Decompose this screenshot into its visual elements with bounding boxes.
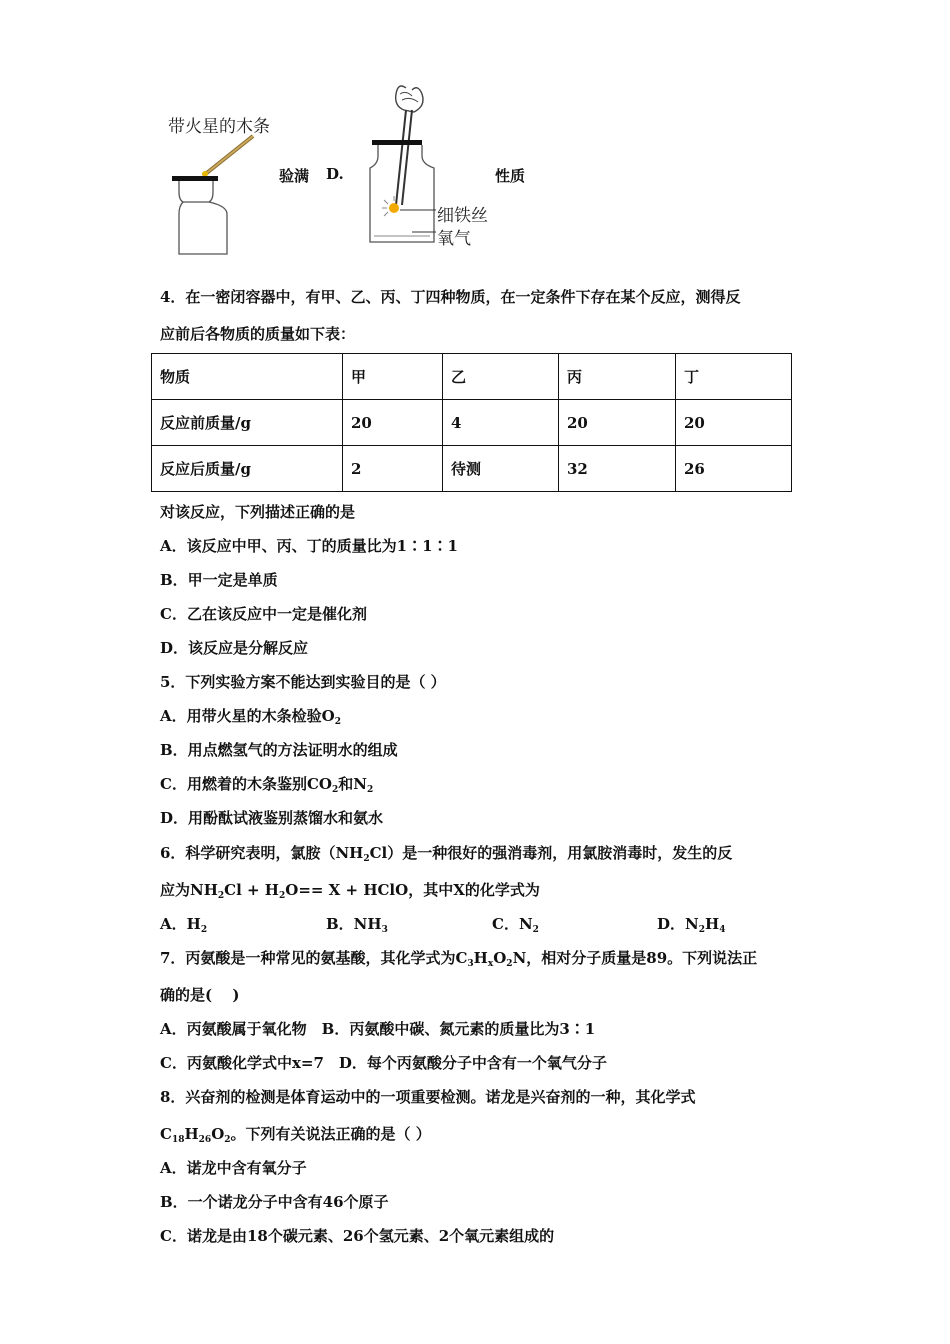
q4-option-d: D．该反应是分解反应 (160, 639, 309, 657)
glowing-splint-bottle-figure (165, 130, 275, 260)
table-row (152, 400, 792, 446)
table-cell: 32 (559, 446, 676, 492)
splint-label: 带火星的木条 (168, 117, 270, 137)
q7-stem-line2: 确的是( ) (160, 986, 240, 1004)
q4-after-table: 对该反应，下列描述正确的是 (160, 503, 356, 521)
table-cell: 2 (343, 446, 443, 492)
q6-option-b: B．$NH_3$ (326, 915, 388, 935)
iron-wire-label: 细铁丝 (437, 206, 488, 226)
q8-option-a: A．诺龙中含有氧分子 (160, 1159, 307, 1177)
q6-stem-line1: 6．科学研究表明，氯胺$(NH_2Cl)$是一种很好的强消毒剂，用氯胺消毒时，发生的反 (160, 844, 733, 864)
xingzhi-label: 性质 (495, 167, 526, 185)
table-cell: 丙 (559, 354, 676, 400)
mass-table (151, 353, 792, 492)
q8-option-b: B．一个诺龙分子中含有46个原子 (160, 1193, 389, 1211)
table-cell: 反应后质量/g (152, 446, 343, 492)
table-cell: 甲 (343, 354, 443, 400)
q6-option-d: D．$N_2H_4$ (657, 915, 726, 935)
q4-option-a: A．该反应中甲、丙、丁的质量比为1∶1∶1 (160, 537, 458, 555)
q7-options-ab: A．丙氨酸属于氧化物 B．丙氨酸中碳、氮元素的质量比为3∶1 (160, 1020, 596, 1038)
q5-option-d: D．用酚酞试液鉴别蒸馏水和氨水 (160, 809, 384, 827)
table-cell: 4 (443, 400, 559, 446)
q4-option-c: C．乙在该反应中一定是催化剂 (160, 605, 367, 623)
table-cell: 反应前质量/g (152, 400, 343, 446)
q5-option-c: C．用燃着的木条鉴别$CO_2$和$N_2$ (160, 775, 374, 795)
table-cell: 20 (343, 400, 443, 446)
q4-option-b: B．甲一定是单质 (160, 571, 278, 589)
oxygen-label: 氧气 (437, 229, 471, 249)
q4-stem-line1: 4．在一密闭容器中，有甲、乙、丙、丁四种物质，在一定条件下存在某个反应，测得反 (160, 288, 741, 306)
option-d-label: D. (326, 165, 344, 183)
table-cell: 20 (676, 400, 792, 446)
table-cell: 丁 (676, 354, 792, 400)
table-cell: 26 (676, 446, 792, 492)
q8-stem-line1: 8．兴奋剂的检测是体育运动中的一项重要检测。诺龙是兴奋剂的一种，其化学式 (160, 1088, 696, 1106)
table-cell: 物质 (152, 354, 343, 400)
q7-options-cd: C．丙氨酸化学式中x=7 D．每个丙氨酸分子中含有一个氧气分子 (160, 1054, 607, 1072)
q6-stem-line2: 应为$NH_2Cl + H_2O== X$ + HClO，其中X的化学式为 (160, 881, 540, 901)
table-cell: 20 (559, 400, 676, 446)
q6-option-a: A．$H_2$ (160, 915, 208, 935)
q5-option-a: A．用带火星的木条检验$O_2$ (160, 707, 341, 727)
q5-stem: 5．下列实验方案不能达到实验目的是（ ） (160, 673, 446, 691)
q7-stem-line1: 7．丙氨酸是一种常见的氨基酸，其化学式为$C_3H_xO_2N$，相对分子质量是89。下列说法正 (160, 949, 758, 969)
table-cell: 乙 (443, 354, 559, 400)
table-row (152, 446, 792, 492)
table-header-row (152, 354, 792, 400)
yanman-label: 验满 (279, 167, 310, 185)
q8-stem-line2: $C_{18}H_{26}O_2$。下列有关说法正确的是（ ） (160, 1125, 431, 1145)
q5-option-b: B．用点燃氢气的方法证明水的组成 (160, 741, 398, 759)
q8-option-c: C．诺龙是由18个碳元素、26个氢元素、2个氧元素组成的 (160, 1227, 555, 1245)
table-cell: 待测 (443, 446, 559, 492)
q6-option-c: C．$N_2$ (492, 915, 539, 935)
q4-stem-line2: 应前后各物质的质量如下表： (160, 325, 356, 343)
